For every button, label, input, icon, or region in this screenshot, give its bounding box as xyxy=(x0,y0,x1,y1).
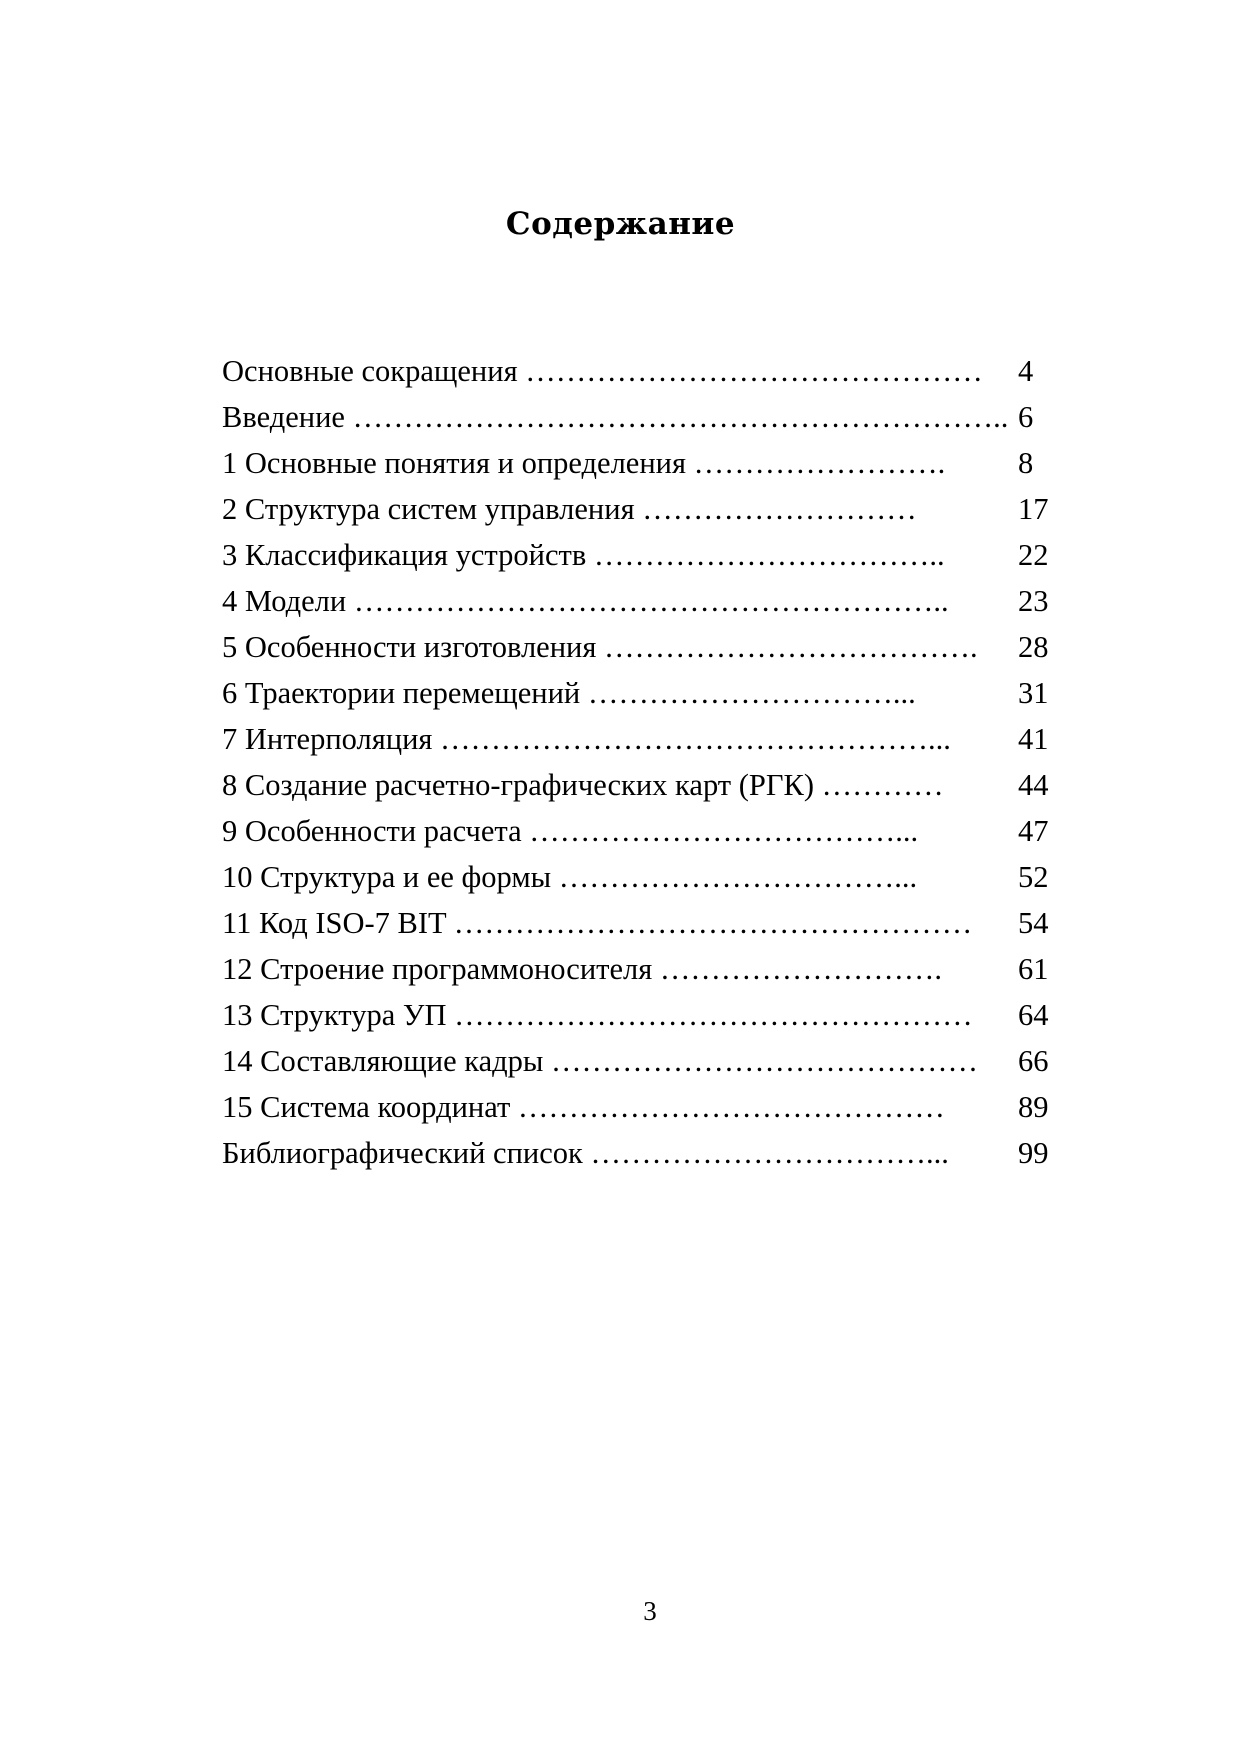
toc-entry-label: Библиографический список ……………………………... xyxy=(222,1136,949,1170)
toc-entry-page: 64 xyxy=(1018,998,1049,1032)
toc-entry-label: 11 Код ISO-7 BIT …………………………………………… xyxy=(222,906,973,940)
toc-entry-label: 8 Создание расчетно-графических карт (РГК) ………… xyxy=(222,768,944,802)
toc-entry xyxy=(222,762,1072,808)
toc-entry-page: 99 xyxy=(1018,1136,1049,1170)
toc-entry xyxy=(222,440,1072,486)
toc-entry xyxy=(222,1084,1072,1130)
toc-entry xyxy=(222,670,1072,716)
toc-entry xyxy=(222,854,1072,900)
toc-entry-page: 41 xyxy=(1018,722,1049,756)
toc-entry-page: 8 xyxy=(1018,446,1034,480)
toc-entry-label: 2 Структура систем управления ……………………… xyxy=(222,492,917,526)
toc-entry-label: 9 Особенности расчета ………………………………... xyxy=(222,814,919,848)
toc-entry xyxy=(222,532,1072,578)
page-title: Содержание xyxy=(505,206,736,242)
toc-entry-label: 4 Модели ………………………………………………….. xyxy=(222,584,949,618)
toc-entry xyxy=(222,624,1072,670)
toc-entry-page: 61 xyxy=(1018,952,1049,986)
toc-entry xyxy=(222,1130,1072,1176)
toc-entry-label: 3 Классификация устройств …………………………….. xyxy=(222,538,945,572)
toc-entry-label: 7 Интерполяция …………………………………………... xyxy=(222,722,951,756)
toc-entry-page: 23 xyxy=(1018,584,1049,618)
toc-entry-label: 13 Структура УП …………………………………………… xyxy=(222,998,973,1032)
toc-entry xyxy=(222,716,1072,762)
toc-entry-page: 28 xyxy=(1018,630,1049,664)
toc-entry-page: 66 xyxy=(1018,1044,1049,1078)
toc-entry-label: 6 Траектории перемещений …………………………... xyxy=(222,676,916,710)
toc-entry xyxy=(222,578,1072,624)
toc-entry-label: 12 Строение программоносителя ………………………. xyxy=(222,952,943,986)
toc-entry-page: 54 xyxy=(1018,906,1049,940)
toc-entry-label: 10 Структура и ее формы ……………………………... xyxy=(222,860,918,894)
page-number: 3 xyxy=(643,1596,657,1626)
toc-entry xyxy=(222,1038,1072,1084)
toc-entry-label: 15 Система координат …………………………………… xyxy=(222,1090,945,1124)
toc-entry-label: 1 Основные понятия и определения ……………………. xyxy=(222,446,946,480)
toc-entry-label: Введение ……………………………………………………….. xyxy=(222,400,1009,434)
toc-entry-page: 4 xyxy=(1018,354,1034,388)
toc-entry-page: 52 xyxy=(1018,860,1049,894)
toc-entry xyxy=(222,348,1072,394)
toc-entry-page: 31 xyxy=(1018,676,1049,710)
toc-entry-page: 47 xyxy=(1018,814,1049,848)
toc-entry-page: 44 xyxy=(1018,768,1049,802)
toc-entry-label: Основные сокращения ……………………………………… xyxy=(222,354,983,388)
toc-entry xyxy=(222,992,1072,1038)
toc-entry xyxy=(222,486,1072,532)
toc-entry-label: 5 Особенности изготовления ………………………………. xyxy=(222,630,978,664)
toc-entry xyxy=(222,900,1072,946)
toc-entry-page: 22 xyxy=(1018,538,1049,572)
toc-entry-page: 89 xyxy=(1018,1090,1049,1124)
toc-entry-page: 17 xyxy=(1018,492,1049,526)
toc-entry-label: 14 Составляющие кадры …………………………………… xyxy=(222,1044,979,1078)
toc-entry xyxy=(222,394,1072,440)
toc-entry xyxy=(222,946,1072,992)
toc-entry-page: 6 xyxy=(1018,400,1034,434)
table-of-contents xyxy=(222,348,1072,1176)
toc-entry xyxy=(222,808,1072,854)
